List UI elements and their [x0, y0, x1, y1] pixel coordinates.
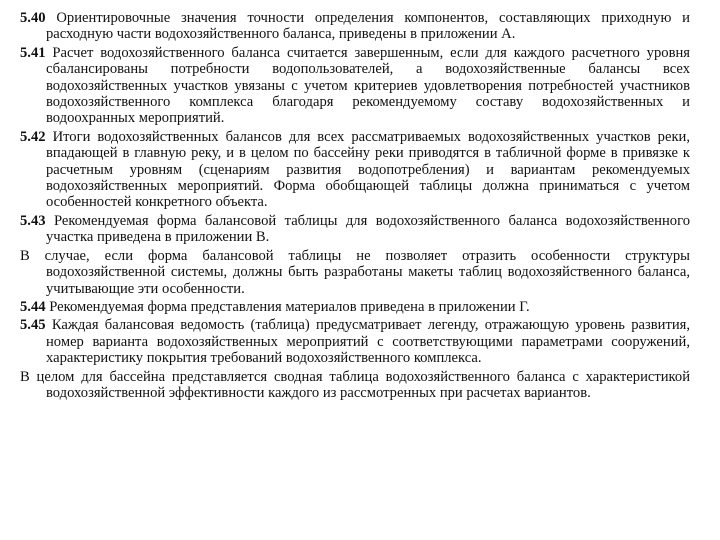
paragraph-5-41 [20, 45, 690, 127]
paragraph-text: Ориентировочные значения точности определения компонентов, составляющих приходную и расходную части водохозяйственного баланса, приведены в приложении А. [46, 10, 690, 43]
paragraph-number: 5.42 [20, 128, 46, 145]
paragraph-number: 5.41 [20, 44, 46, 61]
paragraph-5-45-note [20, 369, 690, 402]
paragraph-text: Итоги водохозяйственных балансов для всех рассматриваемых водохозяйственных участков реки, впадающей в главную реку, и в целом по бассейну реки приводятся в табличной форме в привязке к расчетным уровням (сценариям развития водопотребления) и вариантам рекомендуемых водохозяйственных мероприятий. Форма обобщающей таблицы должна приниматься с учетом особенностей конкретного объекта. [46, 128, 690, 211]
paragraph-text: В случае, если форма балансовой таблицы не позволяет отразить особенности структуры водохозяйственной системы, должны быть разработаны макеты таблиц водохозяйственного баланса, учитывающие эти особенности. [20, 247, 690, 297]
paragraph-5-40 [20, 10, 690, 43]
paragraph-number: 5.43 [20, 212, 46, 229]
paragraph-5-45 [20, 317, 690, 366]
paragraph-number: 5.44 [20, 298, 46, 315]
paragraph-text: Рекомендуемая форма балансовой таблицы для водохозяйственного баланса водохозяйственного участка приведена в приложении В. [46, 212, 690, 246]
paragraph-number: 5.45 [20, 317, 46, 334]
paragraph-text: В целом для бассейна представляется сводная таблица водохозяйственного баланса с характеристикой водохозяйственной эффективности каждого из рассмотренных при расчетах вариантов. [20, 368, 690, 401]
paragraph-5-43-note [20, 248, 690, 297]
document-body [20, 10, 690, 403]
paragraph-5-42 [20, 129, 690, 211]
paragraph-5-43 [20, 213, 690, 246]
paragraph-text: Каждая балансовая ведомость (таблица) предусматривает легенду, отражающую уровень развития, номер варианта водохозяйственных мероприятий с соответствующими параметрами сооружений, характеристику покрытия требований водохозяйственного комплекса. [46, 317, 690, 367]
paragraph-text: Расчет водохозяйственного баланса считается завершенным, если для каждого расчетного уровня сбалансированы потребности водопользователей, а водохозяйственные балансы всех водохозяйственных участков увязаны с учетом критериев удовлетворения потребностей участников водохозяйственного комплекса благодаря рекомендуемому составу водохозяйственных и водоохранных мероприятий. [46, 44, 690, 127]
paragraph-5-44 [20, 299, 690, 315]
paragraph-number: 5.40 [20, 10, 46, 26]
paragraph-text: Рекомендуемая форма представления материалов приведена в приложении Г. [49, 298, 530, 315]
